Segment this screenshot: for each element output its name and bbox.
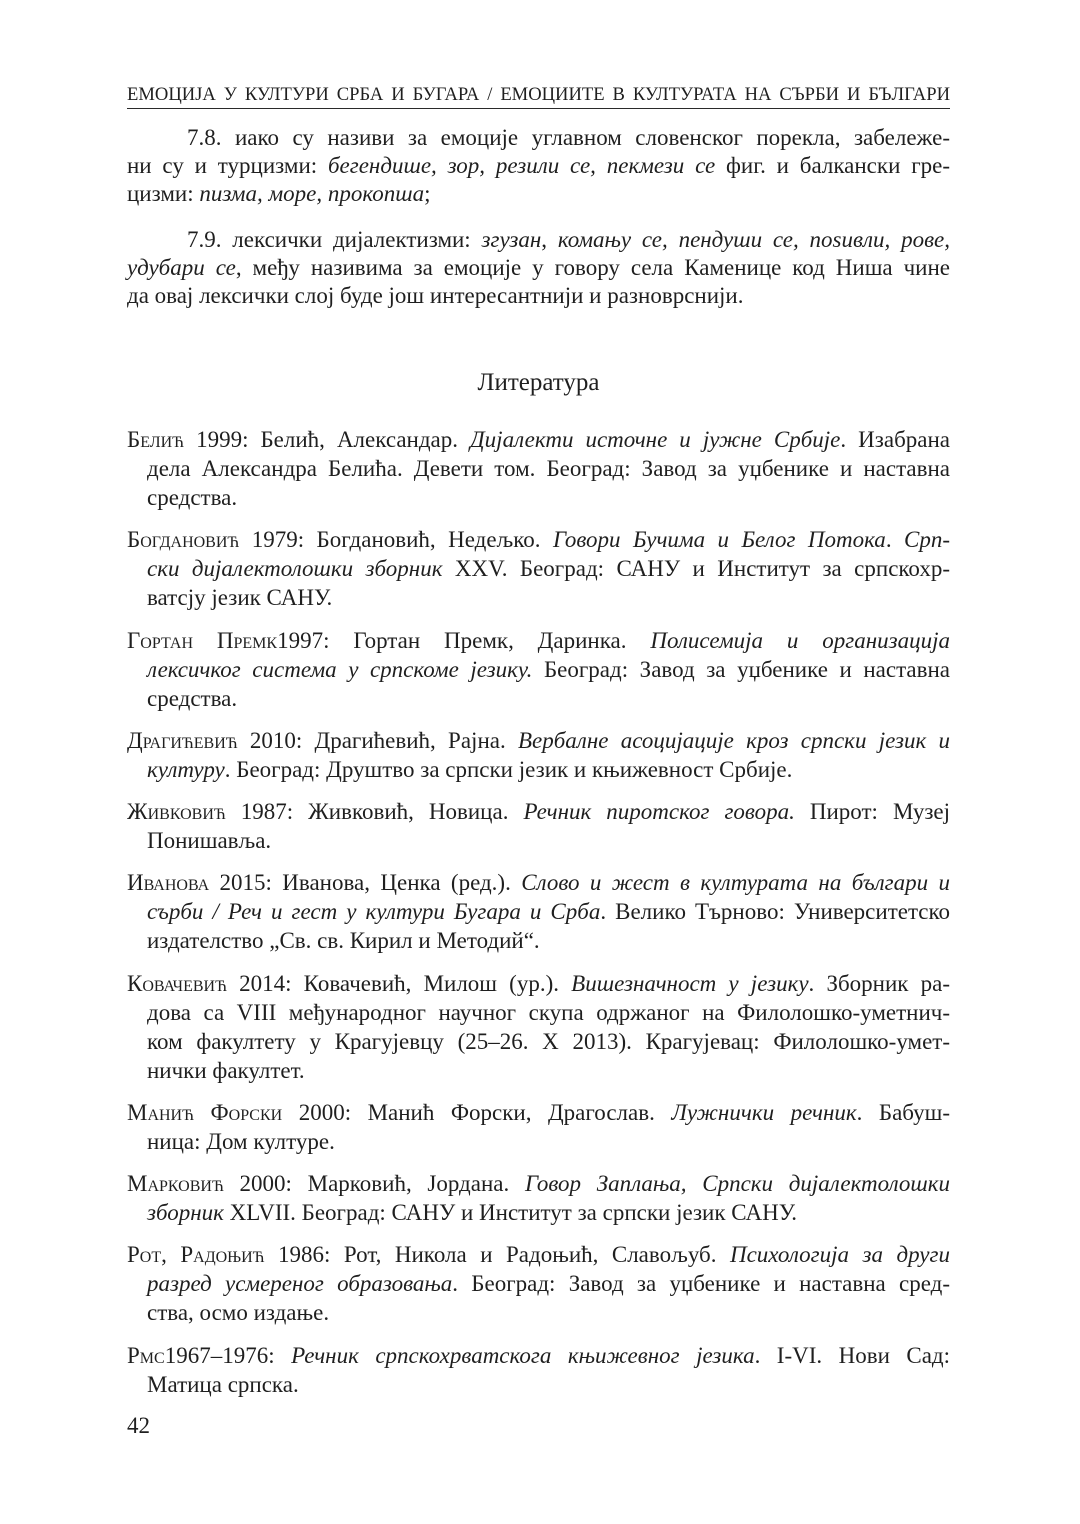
text-run: 2000: Марковић, Јордана. xyxy=(223,1171,525,1196)
text-line xyxy=(127,1098,950,1127)
text-line xyxy=(127,152,950,180)
text-run: 1987: Живковић, Новица. xyxy=(225,799,524,824)
text-line xyxy=(127,180,950,208)
italic-text-run: културу xyxy=(147,756,225,782)
italic-text-run: лексичког система у српскоме језику. xyxy=(147,656,533,682)
reference-entry xyxy=(127,1240,950,1327)
italic-text-run: удубари се xyxy=(127,255,236,280)
text-run: средства. xyxy=(147,485,238,510)
text-line xyxy=(127,124,950,152)
text-run: 1986: Рот, Никола и Радоњић, Славољуб. xyxy=(264,1242,730,1268)
text-line xyxy=(127,1269,950,1298)
text-run: . Зборник ра- xyxy=(808,970,951,996)
italic-text-run: Слово и жест в културата на българи и xyxy=(521,870,951,896)
text-line xyxy=(127,1240,950,1269)
italic-text-run: Срп- xyxy=(904,527,950,553)
reference-entry xyxy=(127,1169,950,1227)
italic-text-run: сърби / Реч и гест у култури Бугара и Срба xyxy=(147,899,601,925)
text-run: дела Александра Белића. Девети том. Београд: Завод за уџбенике и наставна xyxy=(147,456,950,481)
author-name: Рмс xyxy=(127,1342,165,1368)
text-run: ница: Дом културе. xyxy=(147,1128,335,1154)
text-line xyxy=(127,226,950,254)
text-run: . Београд: Друштво за српски језик и књижевност Србије. xyxy=(224,756,793,782)
text-run: нички факултет. xyxy=(147,1057,305,1083)
text-line xyxy=(127,1341,950,1370)
text-line xyxy=(127,868,950,897)
text-line xyxy=(127,254,950,282)
text-run: XLVII. Београд: САНУ и Институт за српски језик САНУ. xyxy=(223,1200,797,1225)
text-run: 7.8. иако су називи за емоције углавном словенског порекла, забележе- xyxy=(187,125,950,150)
text-run: 2015: Иванова, Ценка (ред.). xyxy=(209,870,522,896)
text-run: ; xyxy=(424,181,431,206)
reference-list xyxy=(127,425,950,1412)
text-line xyxy=(127,1370,950,1399)
text-run: 2000: Манић Форски, Драгослав. xyxy=(282,1099,672,1125)
references-heading: Литература xyxy=(477,369,600,396)
text-run: 1999: Белић, Александар. xyxy=(184,427,471,452)
body-paragraph xyxy=(127,124,950,208)
text-run: . Београд: Завод за уџбенике и наставна сред- xyxy=(452,1271,950,1297)
text-line xyxy=(127,554,950,583)
author-name: Иванова xyxy=(127,870,210,896)
italic-text-run: Психологија за други xyxy=(729,1242,950,1268)
reference-entry xyxy=(127,797,950,855)
body-text xyxy=(127,124,950,328)
text-run: , међу називима за емоције у говору села Каменице код Ниша чине xyxy=(235,255,950,280)
text-line xyxy=(127,1169,950,1198)
text-run: ком факултету у Крагујевцу (25–26. X 2013). Крагујевац: Филолошко-умет- xyxy=(147,1028,950,1054)
author-name: Гортан Премк xyxy=(127,627,278,653)
text-run: цизми: xyxy=(127,181,200,206)
text-line xyxy=(127,826,950,855)
text-run: да овај лексички слој буде још интересантнији и разноврснији. xyxy=(127,283,744,308)
text-line xyxy=(127,1198,950,1227)
italic-text-run: Речник пиротског говора. xyxy=(523,799,795,824)
italic-text-run: Говор Заплања, Српски дијалектолошки xyxy=(524,1171,950,1196)
italic-text-run: Дијалекти источне и јужне Србије xyxy=(470,427,841,452)
text-line xyxy=(127,655,950,684)
italic-text-run: Вербалне асоцијације кроз српски језик и xyxy=(517,727,950,753)
italic-text-run: бегендише, зор, резили се, пекмези се xyxy=(327,153,716,178)
author-name: Живковић xyxy=(127,799,226,824)
author-name: Драгићевић xyxy=(127,727,238,753)
text-line xyxy=(127,583,950,612)
italic-text-run: згузан xyxy=(481,227,542,252)
text-run: , xyxy=(541,227,558,252)
author-name: Белић xyxy=(127,427,185,452)
text-run: XXV. Београд: САНУ и Институт за српскохр- xyxy=(442,556,950,582)
text-line xyxy=(127,1056,950,1085)
author-name: Манић Форски xyxy=(127,1099,283,1125)
text-run: 2014: Ковачевић, Милош (ур.). xyxy=(226,970,572,996)
reference-entry xyxy=(127,425,950,512)
body-paragraph xyxy=(127,226,950,310)
reference-entry xyxy=(127,1098,950,1156)
text-run: ватсју језик САНУ. xyxy=(147,585,333,611)
reference-entry xyxy=(127,1341,950,1399)
text-line xyxy=(127,1027,950,1056)
text-line xyxy=(127,897,950,926)
text-line xyxy=(127,969,950,998)
italic-text-run: зборник xyxy=(147,1200,224,1225)
text-run: средства. xyxy=(147,685,238,711)
text-run: Понишавља. xyxy=(147,828,272,853)
italic-text-run: Говори Бучима и Белог Потока xyxy=(552,527,886,553)
text-line xyxy=(127,684,950,713)
author-name: Марковић xyxy=(127,1171,224,1196)
text-line xyxy=(127,282,950,310)
text-run: ни су и турцизми: xyxy=(127,153,328,178)
reference-entry xyxy=(127,868,950,955)
text-run: ства, осмо издање. xyxy=(147,1300,330,1326)
text-line xyxy=(127,797,950,826)
text-line xyxy=(127,1127,950,1156)
running-header: ЕМОЦИЈА У КУЛТУРИ СРБА И БУГАРА / ЕМОЦИИТЕ В КУЛТУРАТА НА СЪРБИ И БЪЛГАРИ xyxy=(127,83,950,109)
text-run: Београд: Завод за уџбенике и наставна xyxy=(532,656,950,682)
author-name: Богдановић xyxy=(127,527,240,553)
text-run: . Велико Търново: Университетско xyxy=(600,899,951,925)
text-run: . Изабрана xyxy=(840,427,950,452)
text-run: фиг. и балкански гре- xyxy=(715,153,950,178)
text-run: . xyxy=(885,527,904,553)
reference-entry xyxy=(127,626,950,713)
italic-text-run: Вишезначност у језику xyxy=(571,970,809,996)
text-run: . I-VI. Нови Сад: xyxy=(754,1342,951,1368)
author-name: Ковачевић xyxy=(127,970,227,996)
text-line xyxy=(127,525,950,554)
text-line xyxy=(127,483,950,512)
page-number: 42 xyxy=(127,1413,150,1438)
text-run: издателство „Св. св. Кирил и Методий“. xyxy=(147,928,540,954)
italic-text-run: пизма, море, прокопша xyxy=(199,181,425,206)
text-line xyxy=(127,755,950,784)
text-line xyxy=(127,998,950,1027)
text-line xyxy=(127,626,950,655)
reference-entry xyxy=(127,525,950,612)
text-run: 7.9. лексички дијалектизми: xyxy=(187,227,482,252)
italic-text-run: Речник српскохрватскога књижевног језика xyxy=(291,1342,755,1368)
author-name: Рот, Радоњић xyxy=(127,1242,265,1268)
text-line xyxy=(127,454,950,483)
text-run: 1967–1976: xyxy=(164,1342,292,1368)
italic-text-run: Полисемија и организација xyxy=(650,627,950,653)
text-run: 1979: Богдановић, Недељко. xyxy=(239,527,553,553)
reference-entry xyxy=(127,726,950,784)
italic-text-run: комању се, пендуши се, поѕивли, рове, xyxy=(557,227,951,252)
text-run: 1997: Гортан Премк, Даринка. xyxy=(277,627,651,653)
italic-text-run: Лужнички речник xyxy=(671,1099,857,1125)
text-line xyxy=(127,726,950,755)
italic-text-run: ски дијалектолошки зборник xyxy=(147,556,443,582)
text-line xyxy=(127,1298,950,1327)
text-run: 2010: Драгићевић, Рајна. xyxy=(237,727,518,753)
text-run: Матица српска. xyxy=(147,1371,299,1397)
text-run: дова са VIII међународног научног скупа одржаног на Филолошко-уметнич- xyxy=(147,999,950,1025)
text-run: . Бабуш- xyxy=(856,1099,950,1125)
text-line xyxy=(127,926,950,955)
italic-text-run: разред усмереног образовања xyxy=(147,1271,453,1297)
text-run: Пирот: Музеј xyxy=(794,799,951,824)
text-line xyxy=(127,425,950,454)
reference-entry xyxy=(127,969,950,1085)
